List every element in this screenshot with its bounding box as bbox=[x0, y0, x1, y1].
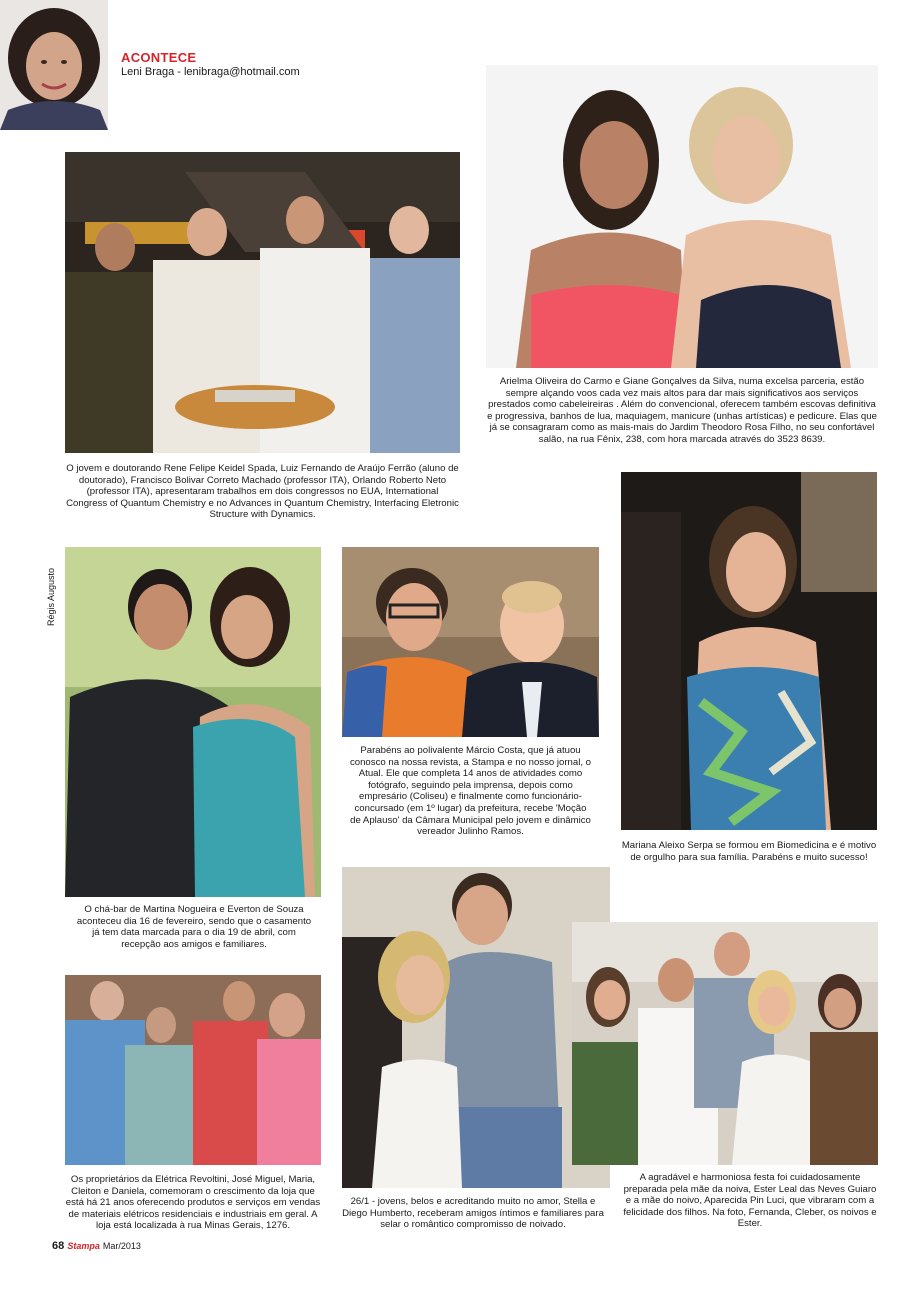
photo-biomedicine-graduate bbox=[621, 472, 877, 830]
issue-date: Mar/2013 bbox=[102, 1241, 141, 1251]
caption-congress: O jovem e doutorando Rene Felipe Keidel Spada, Luiz Fernando de Araújo Ferrão (aluno de doutorado), Francisco Bolivar Correto Machado (professor ITA), Orlando Roberto Neto (professor ITA), apresentaram trabalhos em dois congressos no EUA, International Congress of Quantum Chemistry e no Advances in Quantum Chemistry, Interfacing Eletronic Structure with Dynamics. bbox=[66, 463, 459, 521]
columnist-portrait bbox=[0, 0, 108, 130]
photo-store-owners bbox=[65, 975, 321, 1165]
photo-engaged-couple bbox=[342, 867, 610, 1188]
columnist-byline: Leni Braga - lenibraga@hotmail.com bbox=[121, 66, 300, 78]
caption-shower: O chá-bar de Martina Nogueira e Everton de Souza aconteceu dia 16 de fevereiro, sendo que o casamento já tem data marcada para o dia 19 de abril, com recepção aos amigos e familiares. bbox=[76, 904, 312, 950]
column-header bbox=[121, 50, 300, 78]
magazine-name: Stampa bbox=[67, 1241, 100, 1251]
caption-engagement: 26/1 - jovens, belos e acreditando muito no amor, Stella e Diego Humberto, receberam amigos íntimos e familiares para selar o romântico compromisso de noivado. bbox=[342, 1196, 604, 1231]
caption-salon: Arielma Oliveira do Carmo e Giane Gonçalves da Silva, numa excelsa parceria, estão sempre alçando voos cada vez mais altos para dar mais significativos aos serviços prestados como cabeleireiras . Além do convencional, oferecem também escovas definitiva e progressiva, banhos de lua, maquiagem, manicure (unhas artísticas) e pedicure. Elas que já se consagraram como as mais-mais do Jardim Theodoro Rosa Filho, no seu confortável salão, na rua Fênix, 238, com hora marcada através do 3523 8639. bbox=[487, 376, 877, 445]
section-title: ACONTECE bbox=[121, 50, 197, 65]
page-footer bbox=[52, 1240, 141, 1252]
page-number: 68 bbox=[52, 1240, 65, 1252]
caption-photographer: Parabéns ao polivalente Márcio Costa, que já atuou conosco na nossa revista, a Stampa e no nosso jornal, o Atual. Ele que completa 14 anos de atividades como fotógrafo, seguindo pela imprensa, depois como empresário (Coliseu) e finalmente como funcionário-concursado (em 1º lugar) da prefeitura, recebe 'Moção de Aplauso' da Câmara Municipal pelo jovem e dinâmico vereador Julinho Ramos. bbox=[349, 745, 592, 838]
photo-credit: Régis Augusto bbox=[46, 567, 56, 626]
photo-salon-owners bbox=[486, 65, 878, 368]
photo-congress-group bbox=[65, 152, 460, 453]
caption-biomedicine: Mariana Aleixo Serpa se formou em Biomedicina e é motivo de orgulho para sua família. Parabéns e muito sucesso! bbox=[621, 840, 877, 863]
photo-photographer bbox=[342, 547, 599, 737]
photo-family-party bbox=[572, 922, 878, 1165]
caption-store: Os proprietários da Elétrica Revoltini, José Miguel, Maria, Cleiton e Daniela, comemoram o crescimento da loja que está há 21 anos oferecendo produtos e serviços em vendas de materiais elétricos residenciais e industriais em geral. A loja está localizada à rua Minas Gerais, 1276. bbox=[65, 1174, 321, 1232]
photo-couple-shower bbox=[65, 547, 321, 897]
caption-party: A agradável e harmoniosa festa foi cuidadosamente preparada pela mãe da noiva, Ester Leal das Neves Guiaro e a mãe do noivo, Aparecida Pin Luci, que vibraram com a felicidade dos filhos. Na foto, Fernanda, Cleber, os noivos e Ester. bbox=[623, 1172, 877, 1230]
